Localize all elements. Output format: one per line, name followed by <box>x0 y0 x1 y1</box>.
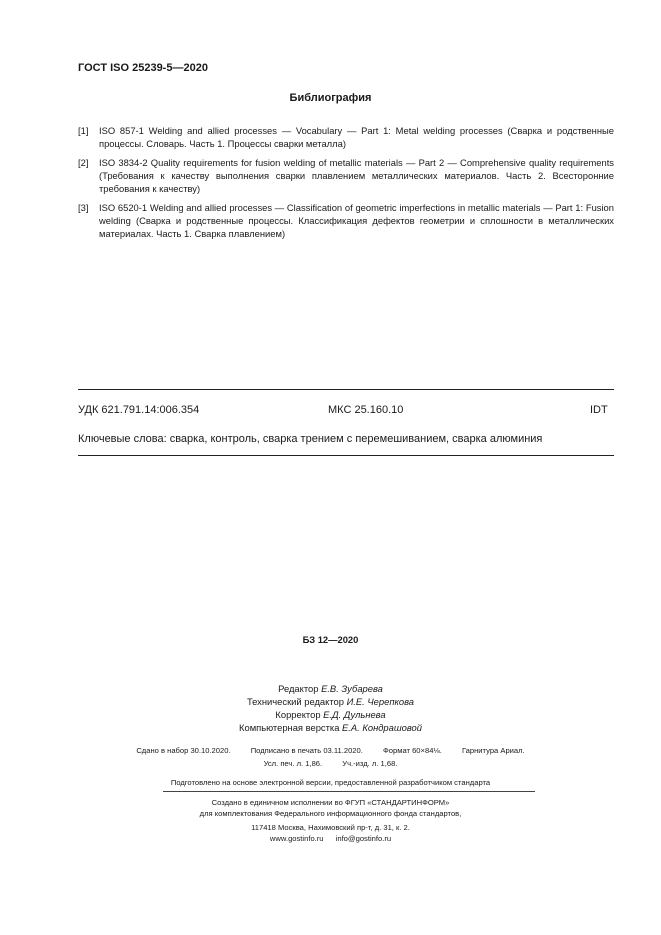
bibliography-entry-number: [3] <box>78 202 89 213</box>
sent-date: Сдано в набор 30.10.2020. <box>136 746 231 755</box>
bibliography-title: Библиография <box>289 92 372 104</box>
divider-top <box>78 389 614 390</box>
paper-format: Формат 60×84⅛. <box>383 746 442 755</box>
credits <box>0 682 661 734</box>
bibliography-entry-text: ISO 6520-1 Welding and allied processes — Classification of geometric imperfections in metallic materials — Part 1: Fusion welding (Сварка и родственные процессы. Классификация дефектов геометрии и сплошности в металлических материалах. Часть 1. Сварка плавлением) <box>99 202 614 239</box>
bibliography-entry-text: ISO 3834-2 Quality requirements for fusion welding of metallic materials — Part 2 — Comprehensive quality requirements (Требования к качеству выполнения сварки плавлением металлических материалов. Часть 2. Всесторонние требования к качеству) <box>99 157 614 194</box>
bibliography-entry <box>78 156 614 195</box>
credit-layout: Компьютерная верстка Е.А. Кондрашовой <box>239 722 422 733</box>
credit-corrector: Корректор Е.Д. Дульнева <box>275 709 386 720</box>
publisher-line1: Создано в единичном исполнении во ФГУП «СТАНДАРТИНФОРМ» <box>211 798 450 807</box>
bibliography-entry-number: [2] <box>78 157 89 168</box>
credit-editor: Редактор Е.В. Зубарева <box>278 683 383 694</box>
prepared-note: Подготовлено на основе электронной версии, предоставленной разработчиком стандарта <box>170 778 491 787</box>
idt-label: IDT <box>590 404 608 416</box>
mks-code: МКС 25.160.10 <box>328 404 404 416</box>
signed-date: Подписано в печать 03.11.2020. <box>250 746 363 755</box>
print-sheets: Усл. печ. л. 1,86. <box>263 759 323 768</box>
email-link[interactable]: info@gostinfo.ru <box>335 834 392 843</box>
publisher-address: 117418 Москва, Нахимовский пр-т, д. 31, к. 2. <box>251 823 410 832</box>
publisher-contacts <box>0 833 661 844</box>
keywords: Ключевые слова: сварка, контроль, сварка трением с перемешиванием, сварка алюминия <box>78 433 543 445</box>
divider-bottom <box>78 455 614 456</box>
udk-code: УДК 621.791.14:006.354 <box>78 404 200 416</box>
publication-info-line1 <box>0 746 661 755</box>
credit-tech-editor: Технический редактор И.Е. Черепкова <box>246 696 415 707</box>
publisher-divider <box>163 791 535 792</box>
bibliography-entry-text: ISO 857-1 Welding and allied processes — Vocabulary — Part 1: Metal welding processes (Сварка и родственные процессы. Словарь. Часть 1. Процессы сварки металла) <box>99 125 614 149</box>
publication-info-line2 <box>0 759 661 768</box>
document-code: ГОСТ ISO 25239-5—2020 <box>78 62 208 74</box>
bibliography-entry <box>78 124 614 150</box>
publisher-line2: для комплектования Федерального информационного фонда стандартов, <box>199 809 462 818</box>
website-link[interactable]: www.gostinfo.ru <box>269 834 324 843</box>
bibliography-entry-number: [1] <box>78 125 89 136</box>
publication-sheets: Уч.-изд. л. 1,68. <box>342 759 398 768</box>
typeface: Гарнитура Ариал. <box>461 746 525 755</box>
bibliography-entry <box>78 201 614 240</box>
bz-number: БЗ 12—2020 <box>302 634 359 645</box>
